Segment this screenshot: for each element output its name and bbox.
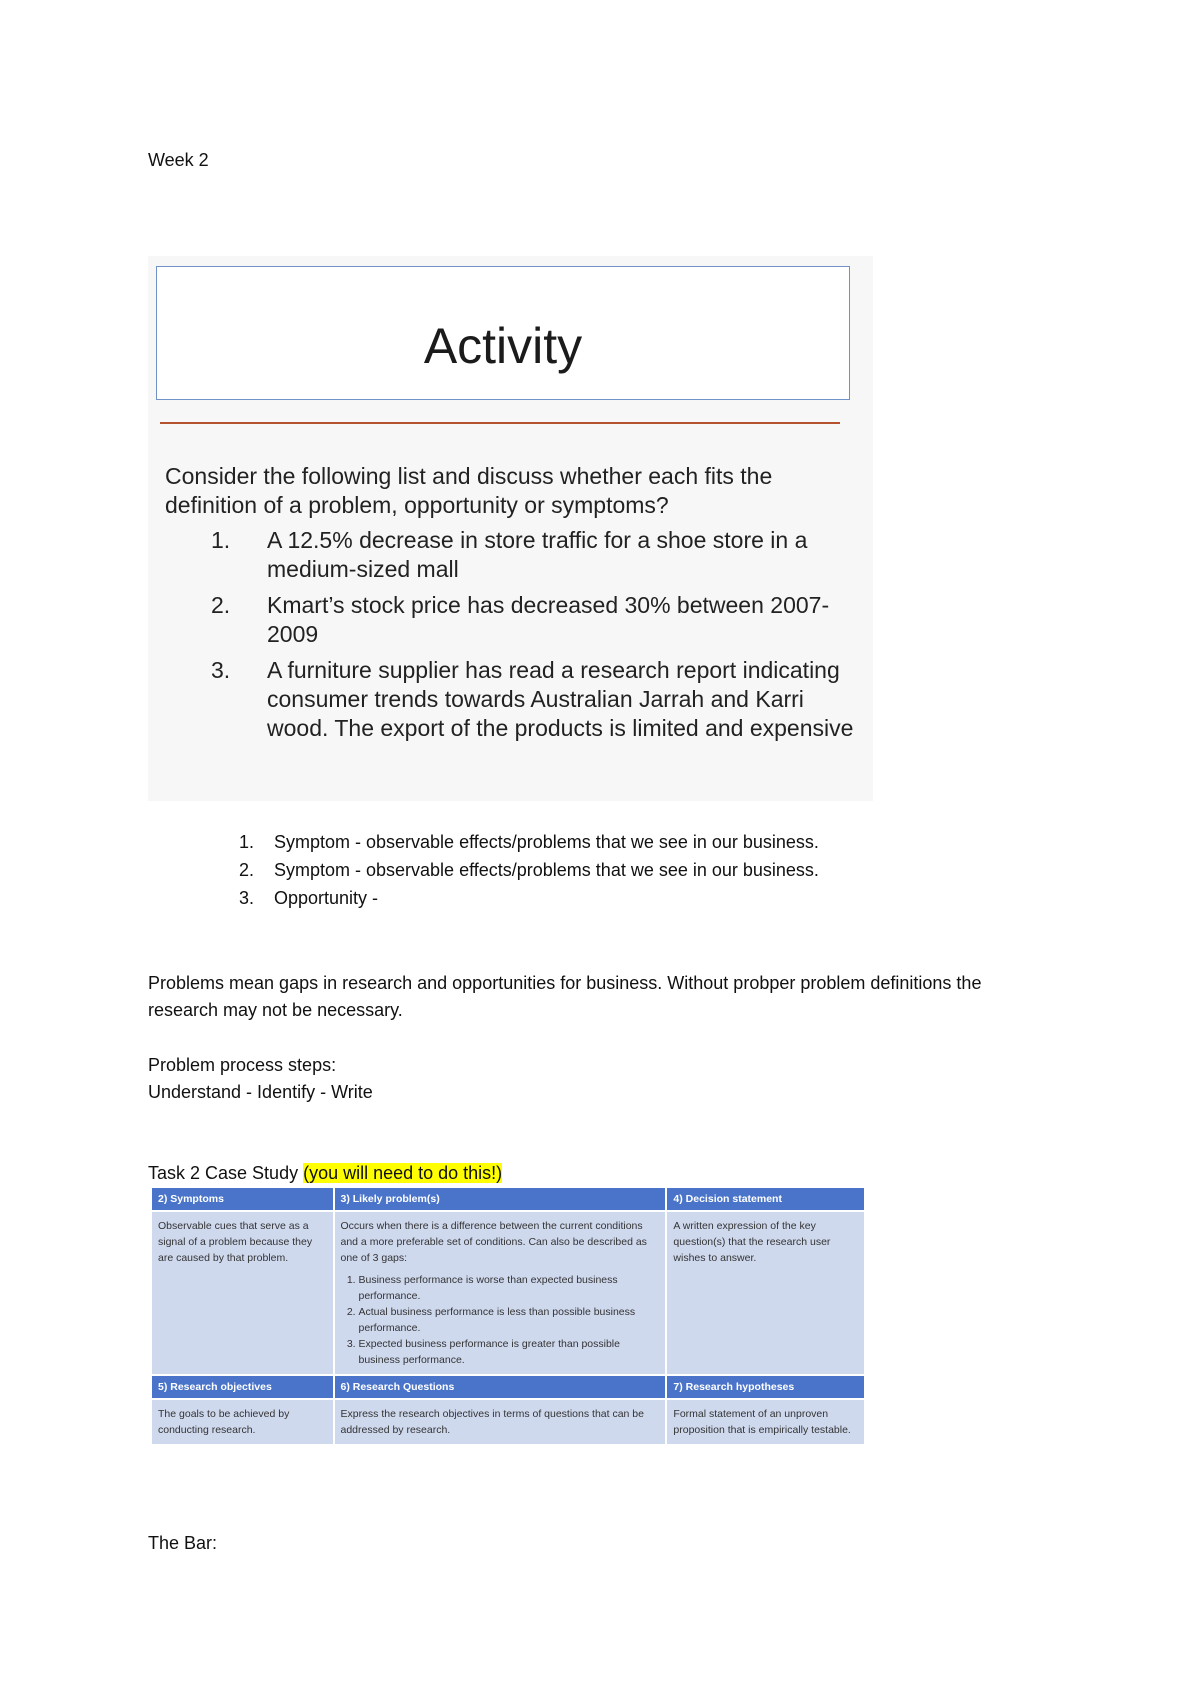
problems-paragraph: Problems mean gaps in research and opportunities for business. Without probper problem definitions the research may not be necessary. xyxy=(148,973,982,1020)
slide-item-number: 2. xyxy=(211,592,231,618)
gaps-list xyxy=(341,1272,660,1368)
activity-slide-image xyxy=(148,256,873,801)
answers-list xyxy=(230,828,819,912)
answer-text: Symptom - observable effects/problems that we see in our business. xyxy=(274,832,819,852)
cell-likely-problems xyxy=(335,1212,666,1374)
steps-line: Understand - Identify - Write xyxy=(148,1082,373,1102)
answer-number: 1. xyxy=(238,832,254,852)
table-row xyxy=(152,1212,864,1374)
steps-heading: Problem process steps: xyxy=(148,1055,337,1075)
slide-list-item xyxy=(165,591,855,649)
slide-list-item xyxy=(165,526,855,584)
header-research-objectives: 5) Research objectives xyxy=(152,1376,333,1398)
gap-item: 1. Business performance is worse than expected business performance. xyxy=(359,1272,660,1304)
slide-intro: Consider the following list and discuss whether each fits the definition of a problem, opportunity or symptoms? xyxy=(165,463,773,518)
slide-item-number: 1. xyxy=(211,527,231,553)
header-likely-problems: 3) Likely problem(s) xyxy=(335,1188,666,1210)
slide-item-text: A furniture supplier has read a research report indicating consumer trends towards Australian Jarrah and Karri wood. The export of the products is limited and expensive xyxy=(267,657,854,741)
problems-intro: Occurs when there is a difference between the current conditions and a more preferable set of conditions. Can also be described as one of 3 gaps: xyxy=(340,1220,647,1264)
slide-divider xyxy=(160,422,840,424)
task-label: Task 2 Case Study xyxy=(148,1163,304,1183)
answer-item xyxy=(230,856,819,884)
answer-number: 3. xyxy=(238,888,254,908)
gap-item: 2. Actual business performance is less than possible business performance. xyxy=(359,1304,660,1336)
slide-item-text: A 12.5% decrease in store traffic for a shoe store in a medium-sized mall xyxy=(267,527,808,582)
slide-item-number: 3. xyxy=(211,657,231,683)
slide-list-item xyxy=(165,656,855,743)
slide-list xyxy=(165,526,855,750)
case-study-table xyxy=(150,1186,866,1446)
header-decision-statement: 4) Decision statement xyxy=(667,1188,864,1210)
task-highlight: (you will need to do this!) xyxy=(303,1163,503,1183)
table-header-row xyxy=(152,1376,864,1398)
task-heading xyxy=(148,1160,502,1187)
header-research-questions: 6) Research Questions xyxy=(335,1376,666,1398)
slide-title-box xyxy=(156,266,850,400)
cell-symptoms: Observable cues that serve as a signal of a problem because they are caused by that problem. xyxy=(152,1212,333,1374)
answer-text: Opportunity - xyxy=(274,888,379,908)
table-header-row xyxy=(152,1188,864,1210)
answer-number: 2. xyxy=(238,860,254,880)
answer-item xyxy=(230,828,819,856)
answer-text: Symptom - observable effects/problems that we see in our business. xyxy=(274,860,819,880)
slide-title: Activity xyxy=(423,318,583,374)
cell-decision-statement: A written expression of the key question(s) that the research user wishes to answer. xyxy=(667,1212,864,1374)
answer-item xyxy=(230,884,819,912)
slide-item-text: Kmart’s stock price has decreased 30% between 2007-2009 xyxy=(267,592,830,647)
cell-research-objectives: The goals to be achieved by conducting research. xyxy=(152,1400,333,1444)
gap-item: 3. Expected business performance is greater than possible business performance. xyxy=(359,1336,660,1368)
header-research-hypotheses: 7) Research hypotheses xyxy=(667,1376,864,1398)
bar-heading: The Bar: xyxy=(148,1533,218,1553)
header-symptoms: 2) Symptoms xyxy=(152,1188,333,1210)
cell-research-hypotheses: Formal statement of an unproven proposition that is empirically testable. xyxy=(667,1400,864,1444)
table-row xyxy=(152,1400,864,1444)
page-heading: Week 2 xyxy=(148,150,209,170)
cell-research-questions: Express the research objectives in terms of questions that can be addressed by research. xyxy=(335,1400,666,1444)
